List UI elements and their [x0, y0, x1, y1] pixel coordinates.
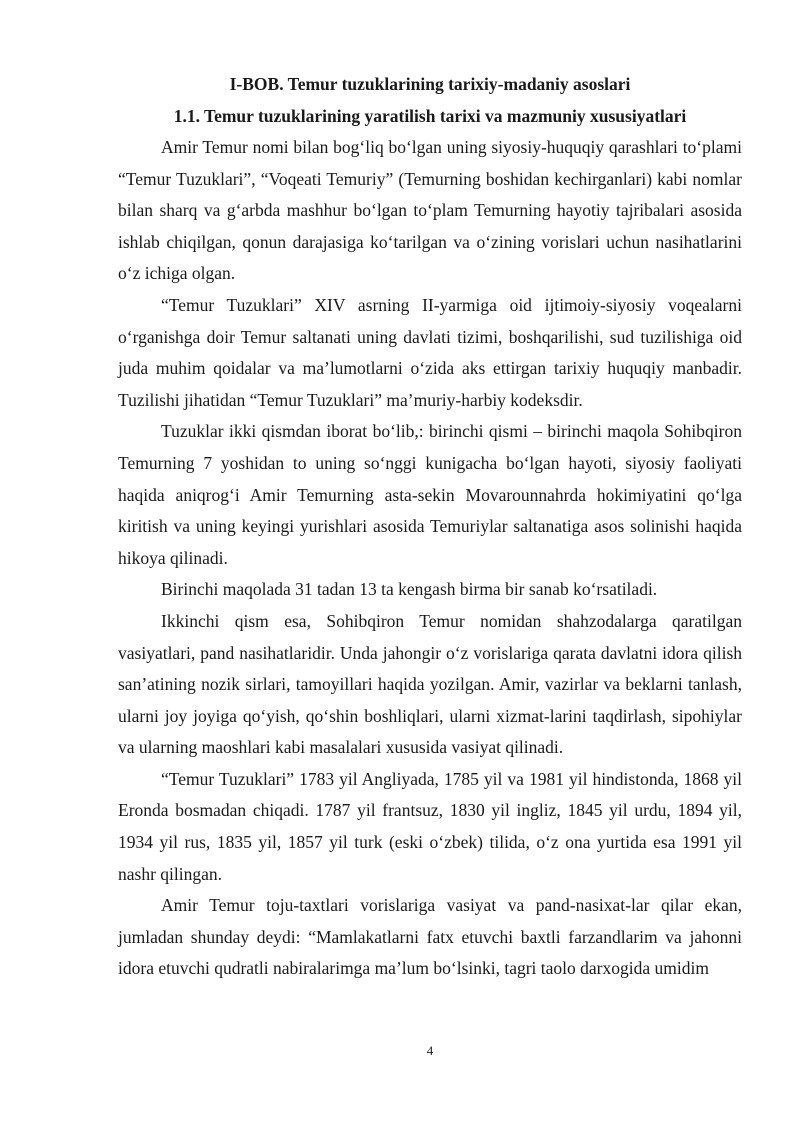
- document-page: [118, 68, 742, 985]
- paragraph: Ikkinchi qism esa, Sohibqiron Temur nomidan shahzodalarga qaratilgan vasiyatlari, pand nasihatlaridir. Unda jahongir o‘z vorislariga qarata davlatni idora qilish san’atining nozik sirlari, tamoyillari haqida yozilgan. Amir, vazirlar va beklarni tanlash, ularni joy joyiga qo‘yish, qo‘shin boshliqlari, ularni xizmat-larini taqdirlash, sipohiylar va ularning maoshlari kabi masalalari xususida vasiyat qilinadi.: [118, 610, 742, 758]
- paragraph: Tuzuklar ikki qismdan iborat bo‘lib,: birinchi qismi – birinchi maqola Sohibqiron Temurning 7 yoshidan to uning so‘nggi kunigacha bo‘lgan hayoti, siyosiy faoliyati haqida aniqrog‘i Amir Temurning asta-sekin Movarounnahrda hokimiyatini qo‘lga kiritish va uning keyingi yurishlari asosida Temuriylar saltanatiga asos solinishi haqida hikoya qilinadi.: [118, 421, 742, 568]
- paragraph: “Temur Tuzuklari” XIV asrning II-yarmiga oid ijtimoiy-siyosiy voqealarni o‘rganishga doir Temur saltanati uning davlati tizimi, boshqarilishi, sud tuzilishiga oid juda muhim qoidalar va ma’lumotlarni o‘zida aks ettirgan tarixiy huquqiy manbadir. Tuzilishi jihatidan “Temur Tuzuklari” ma’muriy-harbiy kodeksdir.: [118, 294, 742, 410]
- page-number: 4: [426, 1043, 434, 1058]
- paragraph: Amir Temur nomi bilan bog‘liq bo‘lgan uning siyosiy-huquqiy qarashlari to‘plami “Temur Tuzuklari”, “Voqeati Temuriy” (Temurning boshidan kechirganlari) kabi nomlar bilan sharq va g‘arbda mashhur bo‘lgan to‘plam Temurning hayotiy tajribalari asosida ishlab chiqilgan, qonun darajasiga ko‘tarilgan va o‘zining vorislari uchun nasihatlarini o‘z ichiga olgan.: [118, 137, 742, 284]
- chapter-title: I-BOB. Temur tuzuklarining tarixiy-madaniy asoslari: [229, 74, 631, 94]
- paragraph: Amir Temur toju-taxtlari vorislariga vasiyat va pand-nasixat-lar qilar ekan, jumladan shunday deydi: “Mamlakatlarni fatx etuvchi baxtli farzandlarim va jahonni idora etuvchi qudratli nabiralarimga ma’lum bo‘lsinki, tagri taolo darxogida umidim: [118, 895, 742, 979]
- paragraph: “Temur Tuzuklari” 1783 yil Angliyada, 1785 yil va 1981 yil hindistonda, 1868 yil Eronda bosmadan chiqadi. 1787 yil frantsuz, 1830 yil ingliz, 1845 yil urdu, 1894 yil, 1934 yil rus, 1835 yil, 1857 yil turk (eski o‘zbek) tilida, o‘z ona yurtida esa 1991 yil nashr qilingan.: [118, 768, 742, 884]
- section-title: 1.1. Temur tuzuklarining yaratilish tarixi va mazmuniy xususiyatlari: [173, 106, 687, 126]
- paragraph: Birinchi maqolada 31 tadan 13 ta kengash birma bir sanab ko‘rsatiladi.: [161, 579, 658, 600]
